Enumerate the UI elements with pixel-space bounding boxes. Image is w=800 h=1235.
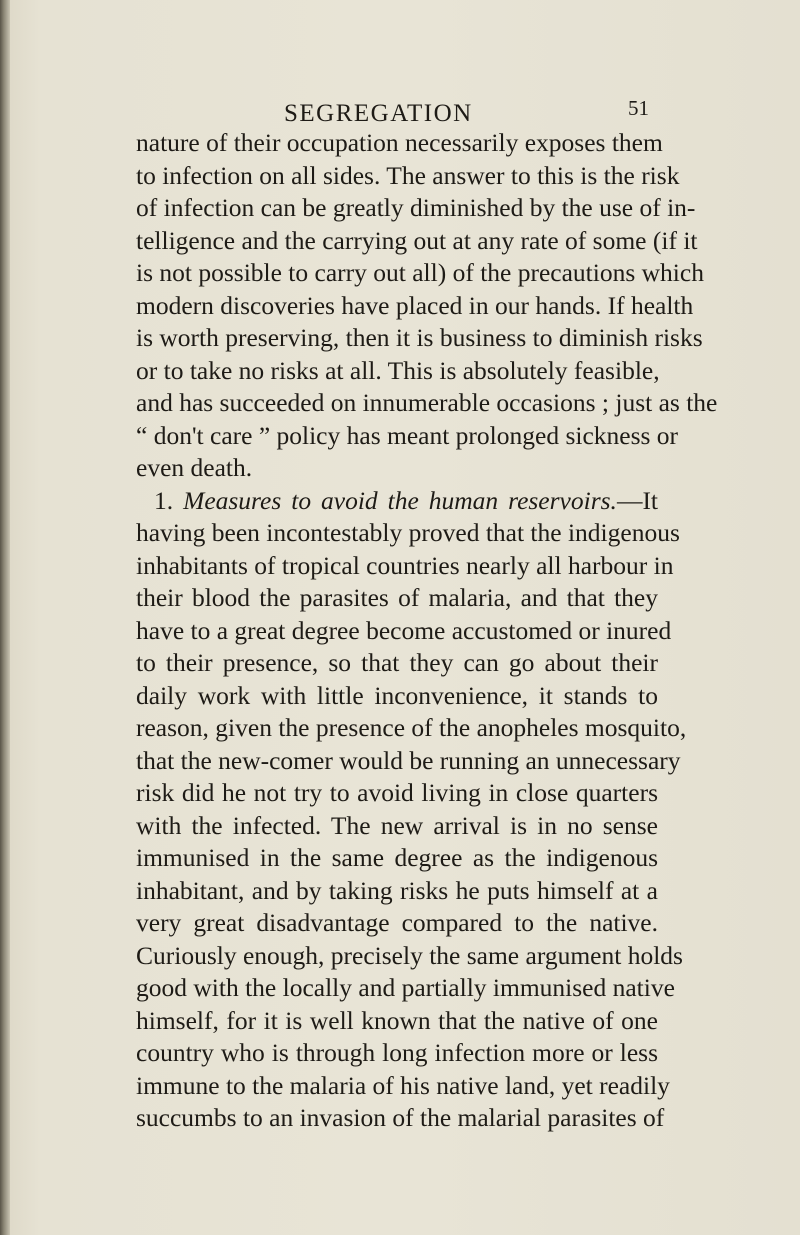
text-line: succumbs to an invasion of the malarial parasites of xyxy=(136,1103,665,1132)
running-title: SEGREGATION xyxy=(284,100,473,127)
text-line: inhabitant, and by taking risks he puts himself at a xyxy=(136,875,658,905)
text-line: to infection on all sides. The answer to this is the risk xyxy=(136,160,680,190)
text-line: immune to the malaria of his native land, yet readily xyxy=(136,1070,670,1100)
text-line: risk did he not try to avoid living in close quarters xyxy=(136,778,658,807)
section-number: 1. xyxy=(154,485,174,515)
text-line: of infection can be greatly diminished by the use of in- xyxy=(136,193,696,222)
text-line: reason, given the presence of the anopheles mosquito, xyxy=(136,713,687,742)
text-line: daily work with little inconvenience, it stands to xyxy=(136,680,658,710)
text-line: good with the locally and partially immunised native xyxy=(136,973,675,1002)
text-line: inhabitants of tropical countries nearly all harbour in xyxy=(136,550,674,580)
text-line: modern discoveries have placed in our hands. If health xyxy=(136,290,694,320)
text-line: even death. xyxy=(136,453,253,482)
text-line: very great disadvantage compared to the native. xyxy=(136,908,658,937)
page-number: 51 xyxy=(628,96,649,120)
text-line: country who is through long infection more or less xyxy=(136,1038,658,1067)
section-heading-line xyxy=(136,485,658,518)
text-line: have to a great degree become accustomed or inured xyxy=(136,615,672,645)
text-line: Curiously enough, precisely the same argument holds xyxy=(136,940,683,970)
section-heading: Measures to avoid the human reservoirs. xyxy=(183,485,617,515)
text-line: nature of their occupation necessarily exposes them xyxy=(136,128,663,157)
body-text xyxy=(136,127,718,1135)
text-line: with the infected. The new arrival is in no sense xyxy=(136,810,658,840)
text-line: that the new-comer would be running an unnecessary xyxy=(136,745,681,775)
text-line: “ don't care ” policy has meant prolonged sickness or xyxy=(136,420,679,450)
page-binding-edge xyxy=(0,0,10,1235)
text-line: to their presence, so that they can go about their xyxy=(136,648,658,677)
text-line: or to take no risks at all. This is absolutely feasible, xyxy=(136,355,660,385)
text-line: their blood the parasites of malaria, and that they xyxy=(136,583,658,612)
text-line: immunised in the same degree as the indigenous xyxy=(136,843,658,872)
text-line: is not possible to carry out all) of the precautions which xyxy=(136,258,704,287)
text-line: is worth preserving, then it is business to diminish risks xyxy=(136,323,703,352)
text-line: and has succeeded on innumerable occasions ; just as the xyxy=(136,388,718,417)
section-heading-continuation: —It xyxy=(616,485,659,515)
text-line: himself, for it is well known that the native of one xyxy=(136,1005,658,1035)
text-line: telligence and the carrying out at any rate of some (if it xyxy=(136,225,698,255)
text-line: having been incontestably proved that the indigenous xyxy=(136,518,680,547)
